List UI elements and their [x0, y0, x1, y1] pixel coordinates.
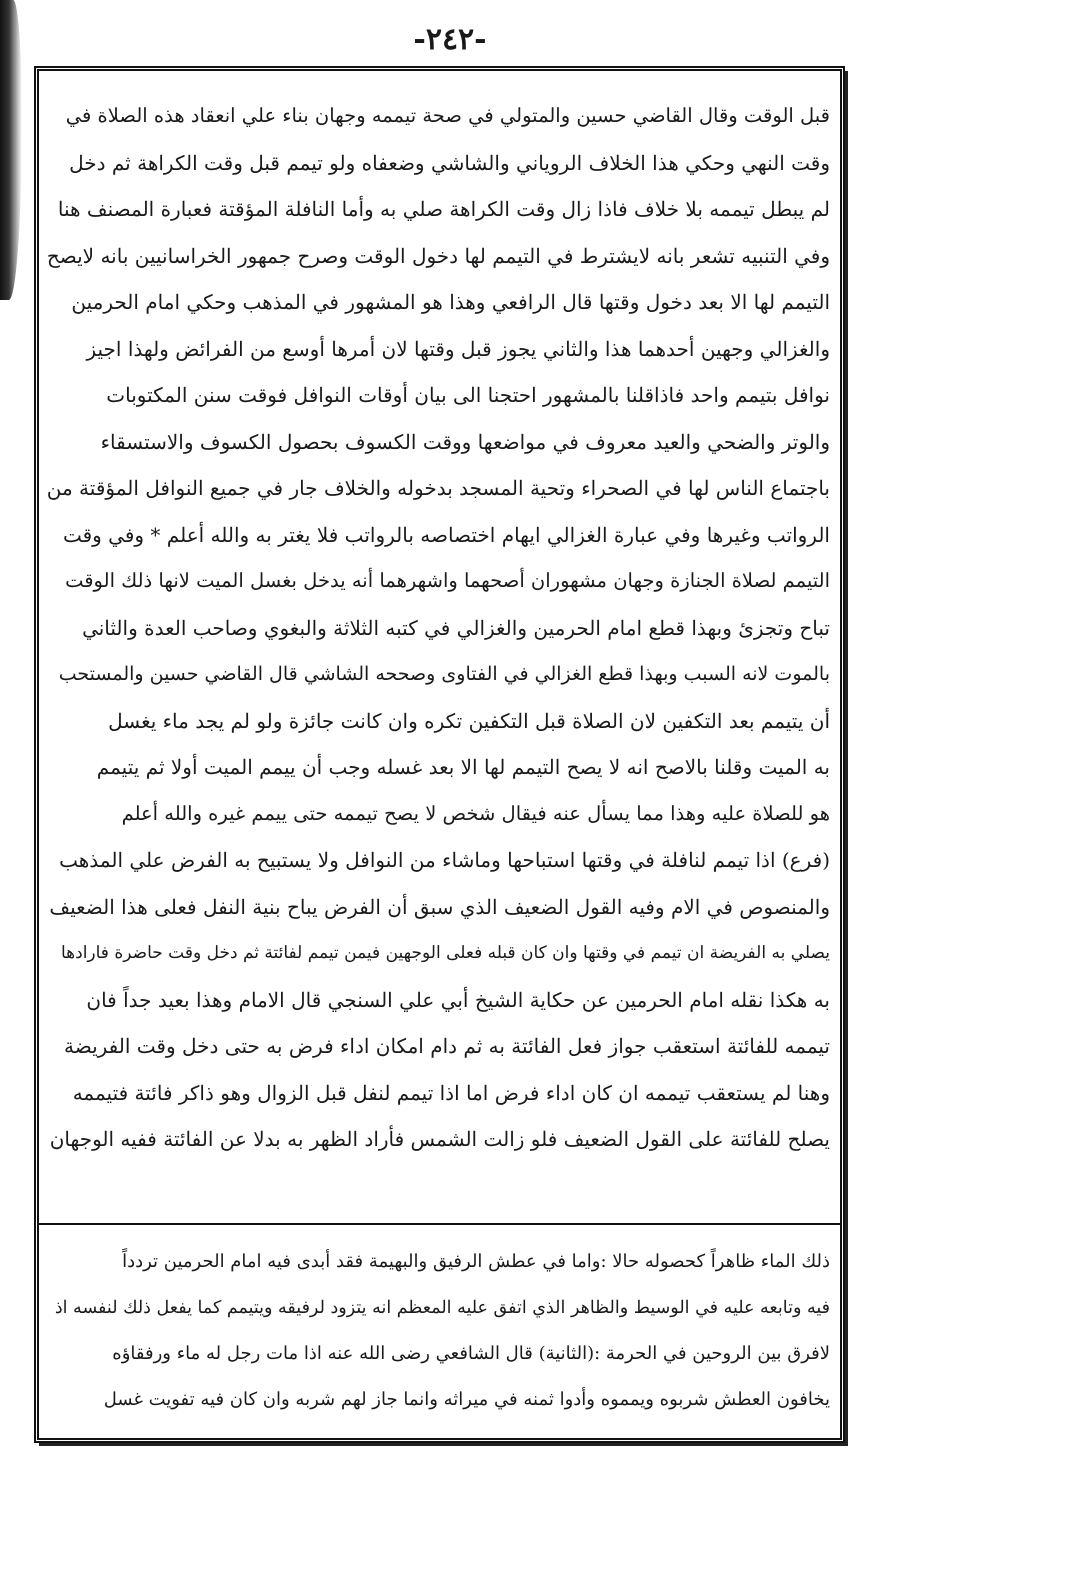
text-line: والوتر والضحي والعيد معروف في مواضعها ووقت الكسوف بحصول الكسوف والاستسقاء — [100, 429, 830, 454]
text-line: تيممه للفائتة استعقب جواز فعل الفائتة به ثم دام امكان اداء فرض به حتى دخل وقت الفريضة — [64, 1034, 830, 1058]
text-line: والغزالي وجهين أحدهما هذا والثاني يجوز قبل وقتها لان أمرها أوسع من الفرائض ولهذا اجيز — [86, 336, 830, 361]
footnote-line: ذلك الماء ظاهراً كحصوله حالا :واما في عطش الرفيق والبهيمة فقد أبدى فيه امام الحرمين تردداً — [122, 1251, 830, 1272]
text-line: وفي التنبيه تشعر بانه لايشترط في التيمم لها دخول الوقت وصرح جمهور الخراسانيين بانه لايصح — [47, 243, 830, 268]
footnote-text-block — [47, 1239, 830, 1423]
text-line: التيمم لها الا بعد دخول وقتها قال الرافعي وهذا هو المشهور في المذهب وحكي امام الحرمين — [71, 290, 830, 314]
text-line: باجتماع الناس لها في الصحراء وتحية المسجد بدخوله والخلاف جار في جميع النوافل المؤقتة من — [47, 476, 830, 500]
text-line: الرواتب وغيرها وفي عبارة الغزالي ايهام اختصاصه بالرواتب فلا يغتر به والله أعلم * وفي وقت — [62, 522, 830, 547]
text-line: نوافل بتيمم واحد فاذاقلنا بالمشهور احتجنا الى بيان أوقات النوافل فوقت سنن المكتوبات — [106, 383, 830, 407]
text-line: يصلح للفائتة على القول الضعيف فلو زالت الشمس فأراد الظهر به بدلا عن الفائتة ففيه الوجهان — [49, 1127, 830, 1151]
text-line: لم يبطل تيممه بلا خلاف فاذا زال وقت الكراهة صلي به وأما النافلة المؤقتة فعبارة المصنف هنا — [57, 197, 830, 221]
text-line: به الميت وقلنا بالاصح انه لا يصح التيمم لها الا بعد غسله وجب أن ييمم الميت أولا ثم يتيمم — [96, 755, 830, 779]
text-line: أن يتيمم بعد التكفين لان الصلاة قبل التكفين تكره وان كانت جائزة ولو لم يجد ماء يغسل — [108, 708, 830, 733]
footnote-divider — [39, 1223, 840, 1225]
text-line: به هكذا نقله امام الحرمين عن حكاية الشيخ أبي علي السنجي قال الامام وهذا بعيد جداً فان — [86, 987, 830, 1012]
footnote-line: لافرق بين الروحين في الحرمة :(الثانية) قال الشافعي رضى الله عنه اذا مات رجل له ماء ورفقاؤه — [112, 1343, 830, 1364]
footnote-line: يخافون العطش شربوه ويمموه وأدوا ثمنه في ميراثه وانما جاز لهم شربه وان كان فيه تفويت غسل — [103, 1389, 830, 1410]
text-line: والمنصوص في الام وفيه القول الضعيف الذي سبق أن الفرض يباح بنية النفل فعلى هذا الضعيف — [49, 894, 830, 919]
text-line: يصلي به الفريضة ان تيمم في وقتها وان كان قبله فعلى الوجهين فيمن تيمم لفائتة ثم دخل وقت حاضرة فارادها — [60, 943, 830, 963]
footnote-line: فيه وتابعه عليه في الوسيط والظاهر الذي اتفق عليه المعظم انه يتزود لرفيقه ويتيمم كما يفعل ذلك لنفسه اذ — [54, 1298, 830, 1318]
text-line: بالموت لانه السبب وبهذا قطع الغزالي في الفتاوى وصححه الشاشي قال القاضي حسين والمستحب — [58, 663, 830, 685]
text-line: هو للصلاة عليه وهذا مما يسأل عنه فيقال شخص لا يصح تيممه حتى ييمم غيره والله أعلم — [121, 801, 830, 825]
text-line: قبل الوقت وقال القاضي حسين والمتولي في صحة تيممه وجهان بناء علي انعقاد هذه الصلاة في — [65, 104, 830, 127]
page-number: -٢٤٢- — [413, 22, 487, 57]
text-line: وهنا لم يستعقب تيممه ان كان اداء فرض اما اذا تيمم لنفل قبل الزوال وهو ذاكر فائتة فتيممه — [72, 1080, 830, 1105]
text-line-section-start: (فرع) اذا تيمم لنافلة في وقتها استباحها وماشاء من النوافل ولا يستبيح به الفرض علي المذهب — [59, 848, 830, 872]
text-line: تباح وتجزئ وبهذا قطع امام الحرمين والغزالي في كتبه الثلاثة والبغوي وصاحب العدة والثاني — [82, 615, 830, 640]
text-line: التيمم لصلاة الجنازة وجهان مشهوران أصحهما واشهرهما أنه يدخل بغسل الميت لانها ذلك الوقت — [65, 569, 830, 592]
text-line: وقت النهي وحكي هذا الخلاف الروياني والشاشي وضعفاه ولو تيمم قبل وقت الكراهة ثم دخل — [69, 150, 830, 175]
page-frame — [34, 66, 845, 1443]
main-text-block — [47, 93, 830, 1163]
